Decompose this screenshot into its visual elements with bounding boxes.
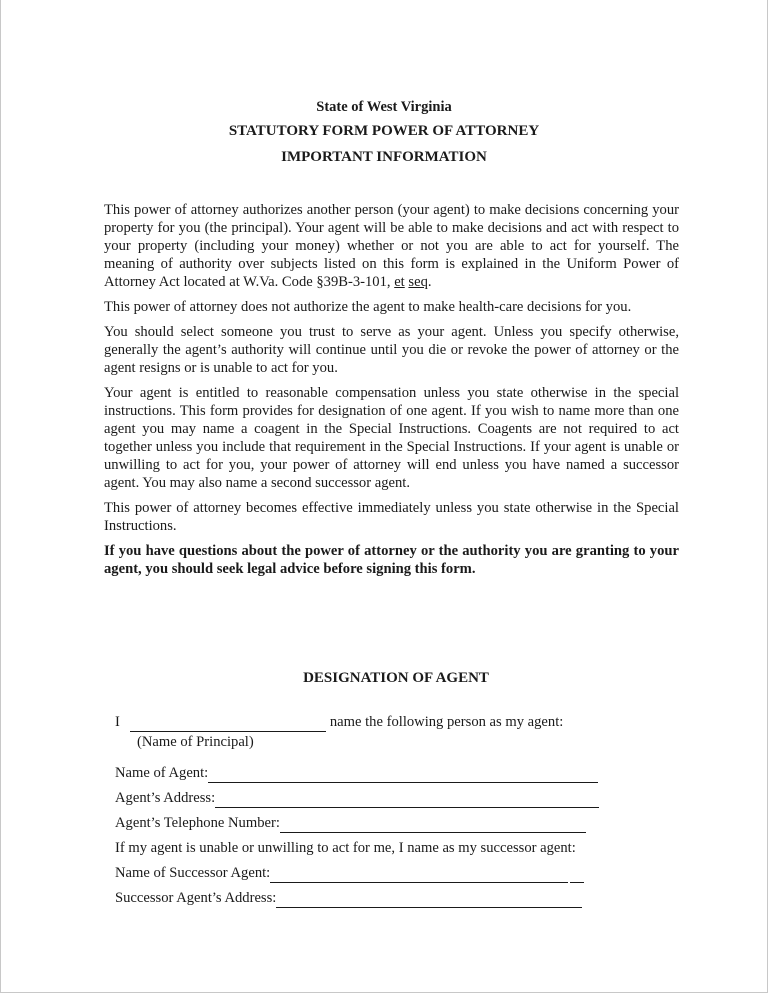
agent-address-label: Agent’s Address: xyxy=(115,790,216,806)
agent-phone-field[interactable] xyxy=(280,818,586,833)
successor-name-row xyxy=(115,858,675,883)
agent-address-row xyxy=(115,783,675,808)
successor-name-field-tail xyxy=(570,868,584,883)
paragraph-effective: This power of attorney becomes effective immediately unless you state otherwise in the Special Instructions. xyxy=(104,500,679,534)
paragraph-health-care: This power of attorney does not authorize the agent to make health-care decisions for you. xyxy=(104,299,632,315)
designation-form xyxy=(115,712,675,908)
agent-name-row xyxy=(115,758,675,783)
paragraph-legal-advice: If you have questions about the power of attorney or the authority you are granting to your agent, you should seek legal advice before signing this form. xyxy=(104,543,679,577)
agent-phone-row xyxy=(115,808,675,833)
agent-address-field[interactable] xyxy=(215,793,599,808)
important-information-body xyxy=(104,201,679,585)
form-title: STATUTORY FORM POWER OF ATTORNEY xyxy=(228,123,540,139)
successor-name-label: Name of Successor Agent: xyxy=(115,865,271,881)
important-info-heading: IMPORTANT INFORMATION xyxy=(281,149,487,165)
successor-name-field[interactable] xyxy=(270,868,568,883)
paragraph-select-agent: You should select someone you trust to serve as your agent. Unless you specify otherwise, generally the agent’s authority will continue until you die or revoke the power of attorney or the agent resigns or is unable to act for you. xyxy=(104,324,679,376)
successor-address-row xyxy=(115,883,675,908)
successor-intro-row xyxy=(115,833,675,858)
principal-name-field[interactable] xyxy=(130,717,326,732)
paragraph-authorization-text: This power of attorney authorizes another person (your agent) to make decisions concerning your property for you (the principal). Your agent will be able to make decisions and act with respect to your property (including your money) whether or not you are able to act for yourself. The meaning of authority over subjects listed on this form is explained in the Uniform Power of Attorney Act located at W.Va. Code §39B-3-101, xyxy=(104,202,679,290)
et-text: et xyxy=(394,274,405,290)
paragraph-compensation: Your agent is entitled to reasonable compensation unless you state otherwise in the special instructions. This form provides for designation of one agent. If you wish to name more than one agent you may name a coagent in the Special Instructions. Coagents are not required to act together unless you include that requirement in the Special Instructions. If your agent is unable or unwilling to act for you, your power of attorney will end unless you have named a successor agent. You may also name a second successor agent. xyxy=(104,385,679,491)
agent-name-field[interactable] xyxy=(208,768,598,783)
seq-text: seq xyxy=(408,274,428,290)
principal-row xyxy=(115,712,675,732)
principal-caption: (Name of Principal) xyxy=(137,734,254,750)
principal-suffix: name the following person as my agent: xyxy=(329,714,564,730)
paragraph-authorization xyxy=(104,201,679,291)
successor-intro-text: If my agent is unable or unwilling to act for me, I name as my successor agent: xyxy=(115,840,576,856)
agent-phone-label: Agent’s Telephone Number: xyxy=(115,815,280,831)
successor-address-label: Successor Agent’s Address: xyxy=(115,890,277,906)
successor-address-field[interactable] xyxy=(276,893,582,908)
state-heading: State of West Virginia xyxy=(316,99,452,115)
designation-of-agent-heading: DESIGNATION OF AGENT xyxy=(303,670,489,686)
principal-prefix: I xyxy=(115,714,120,730)
agent-name-label: Name of Agent: xyxy=(115,765,209,781)
document-header xyxy=(1,97,767,171)
period-text: . xyxy=(427,274,432,290)
